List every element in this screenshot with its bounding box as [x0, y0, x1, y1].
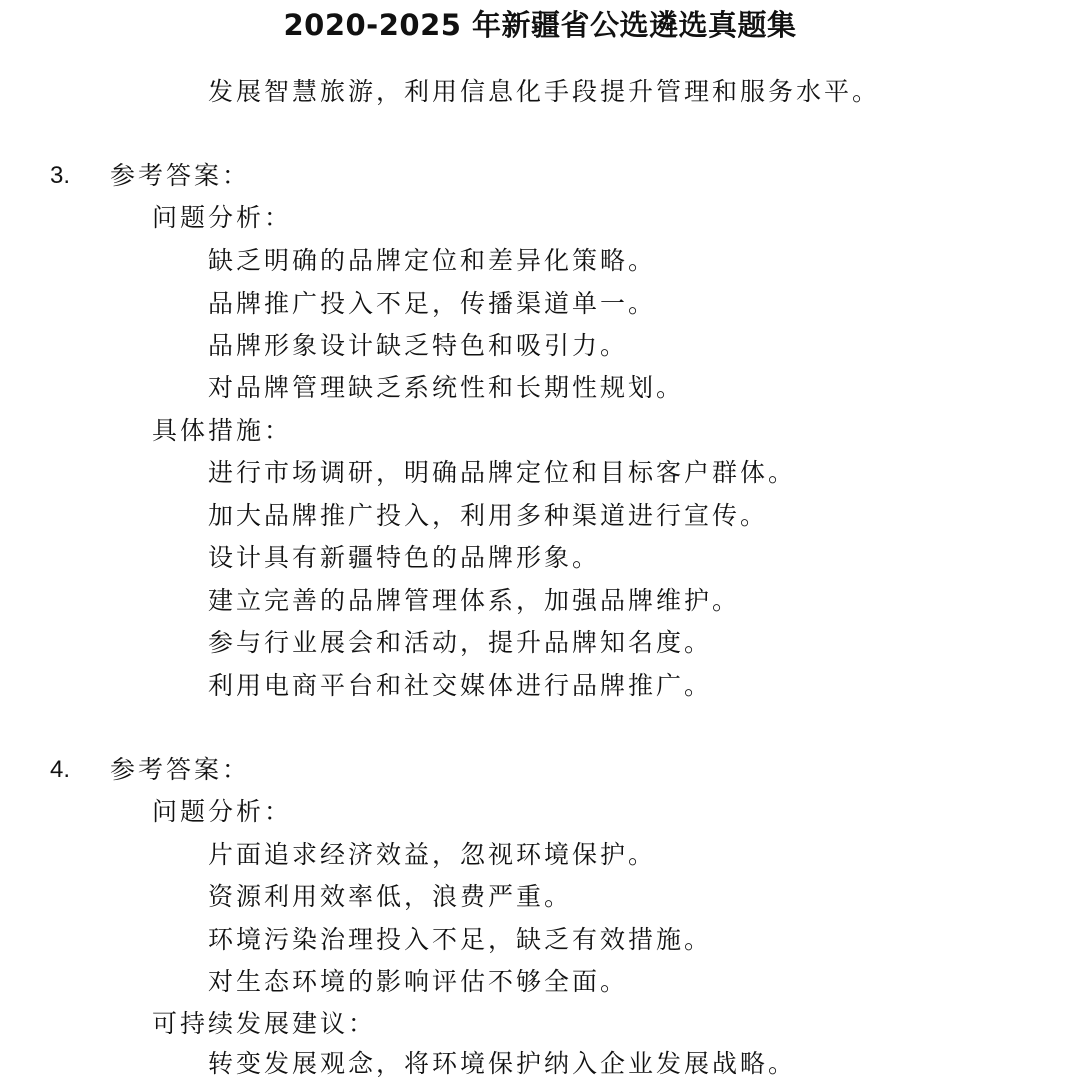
list-item: 设计具有新疆特色的品牌形象。 [208, 543, 601, 572]
intro-tail-text: 发展智慧旅游，利用信息化手段提升管理和服务水平。 [208, 77, 881, 106]
list-item: 参与行业展会和活动，提升品牌知名度。 [208, 628, 713, 657]
list-item: 建立完善的品牌管理体系，加强品牌维护。 [208, 586, 741, 615]
section-heading: 参考答案： [110, 755, 251, 784]
list-item: 对品牌管理缺乏系统性和长期性规划。 [208, 373, 685, 402]
list-item: 环境污染治理投入不足，缺乏有效措施。 [208, 925, 713, 954]
analysis-heading: 问题分析： [152, 797, 293, 826]
list-item: 加大品牌推广投入，利用多种渠道进行宣传。 [208, 501, 769, 530]
list-item: 品牌推广投入不足，传播渠道单一。 [208, 289, 657, 318]
list-item: 转变发展观念，将环境保护纳入企业发展战略。 [208, 1049, 797, 1078]
measures-heading: 可持续发展建议： [152, 1009, 377, 1038]
list-item: 利用电商平台和社交媒体进行品牌推广。 [208, 671, 713, 700]
section-heading: 参考答案： [110, 161, 251, 190]
list-item: 对生态环境的影响评估不够全面。 [208, 967, 629, 996]
list-item: 进行市场调研，明确品牌定位和目标客户群体。 [208, 458, 797, 487]
list-item: 资源利用效率低，浪费严重。 [208, 882, 573, 911]
list-item: 缺乏明确的品牌定位和差异化策略。 [208, 246, 657, 275]
page-title: 2020-2025 年新疆省公选遴选真题集 [283, 8, 797, 42]
measures-heading: 具体措施： [152, 416, 293, 445]
analysis-heading: 问题分析： [152, 203, 293, 232]
list-item: 品牌形象设计缺乏特色和吸引力。 [208, 331, 629, 360]
list-item: 片面追求经济效益，忽视环境保护。 [208, 840, 657, 869]
section-number: 4. [50, 756, 71, 783]
section-number: 3. [50, 162, 71, 189]
